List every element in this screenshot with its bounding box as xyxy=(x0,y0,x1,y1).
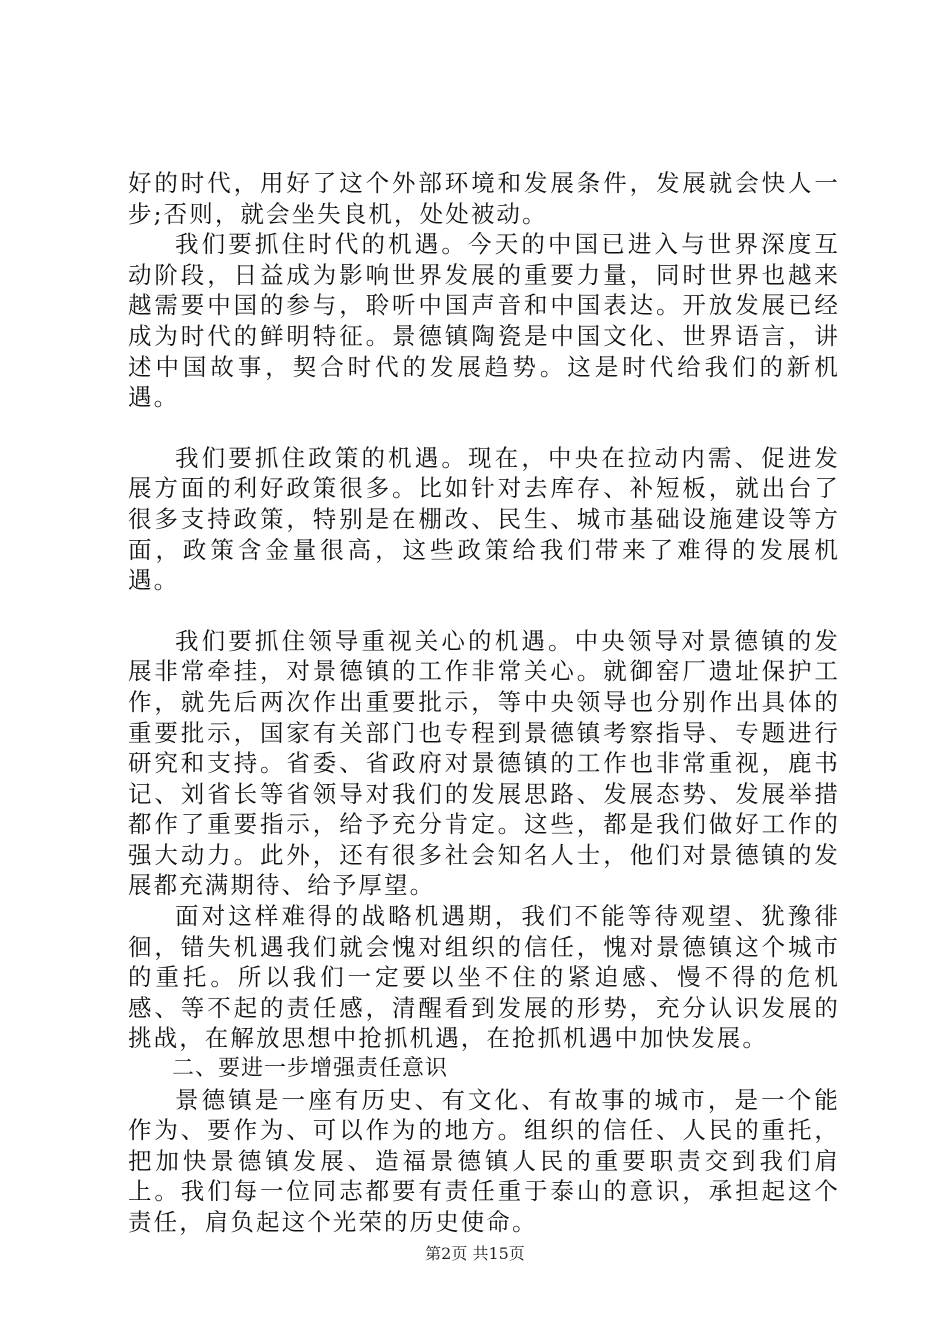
paragraph-continuation: 好的时代，用好了这个外部环境和发展条件，发展就会快人一步;否则，就会坐失良机，处处被动。 xyxy=(128,169,840,228)
paragraph-policy-opportunity: 我们要抓住政策的机遇。现在，中央在拉动内需、促进发展方面的利好政策很多。比如针对去库存、补短板，就出台了很多支持政策，特别是在棚改、民生、城市基础设施建设等方面，政策含金量很高，这些政策给我们带来了难得的发展机遇。 xyxy=(128,443,840,595)
document-body xyxy=(128,168,840,1238)
paragraph-leadership-opportunity: 我们要抓住领导重视关心的机遇。中央领导对景德镇的发展非常牵挂，对景德镇的工作非常关心。就御窑厂遗址保护工作，就先后两次作出重要批示，等中央领导也分别作出具体的重要批示，国家有关部门也专程到景德镇考察指导、专题进行研究和支持。省委、省政府对景德镇的工作也非常重视，鹿书记、刘省长等省领导对我们的发展思路、发展态势、发展举措都作了重要指示，给予充分肯定。这些，都是我们做好工作的强大动力。此外，还有很多社会知名人士，他们对景德镇的发展都充满期待、给予厚望。 xyxy=(128,626,840,900)
paragraph-strategic-period: 面对这样难得的战略机遇期，我们不能等待观望、犹豫徘徊，错失机遇我们就会愧对组织的信任，愧对景德镇这个城市的重托。所以我们一定要以坐不住的紧迫感、慢不得的危机感、等不起的责任感，清醒看到发展的形势，充分认识发展的挑战，在解放思想中抢抓机遇，在抢抓机遇中加快发展。 xyxy=(128,902,840,1053)
paragraph-era-opportunity: 我们要抓住时代的机遇。今天的中国已进入与世界深度互动阶段，日益成为影响世界发展的重要力量，同时世界也越来越需要中国的参与，聆听中国声音和中国表达。开放发展已经成为时代的鲜明特征。景德镇陶瓷是中国文化、世界语言，讲述中国故事，契合时代的发展趋势。这是时代给我们的新机遇。 xyxy=(128,230,840,412)
paragraph-responsibility: 景德镇是一座有历史、有文化、有故事的城市，是一个能作为、要作为、可以作为的地方。组织的信任、人民的重托，把加快景德镇发展、造福景德镇人民的重要职责交到我们肩上。我们每一位同志都要有责任重于泰山的意识，承担起这个责任，肩负起这个光荣的历史使命。 xyxy=(128,1085,840,1236)
page-number-footer: 第2页 共15页 xyxy=(425,1244,525,1263)
section-heading: 二、要进一步增强责任意识 xyxy=(172,1056,449,1082)
